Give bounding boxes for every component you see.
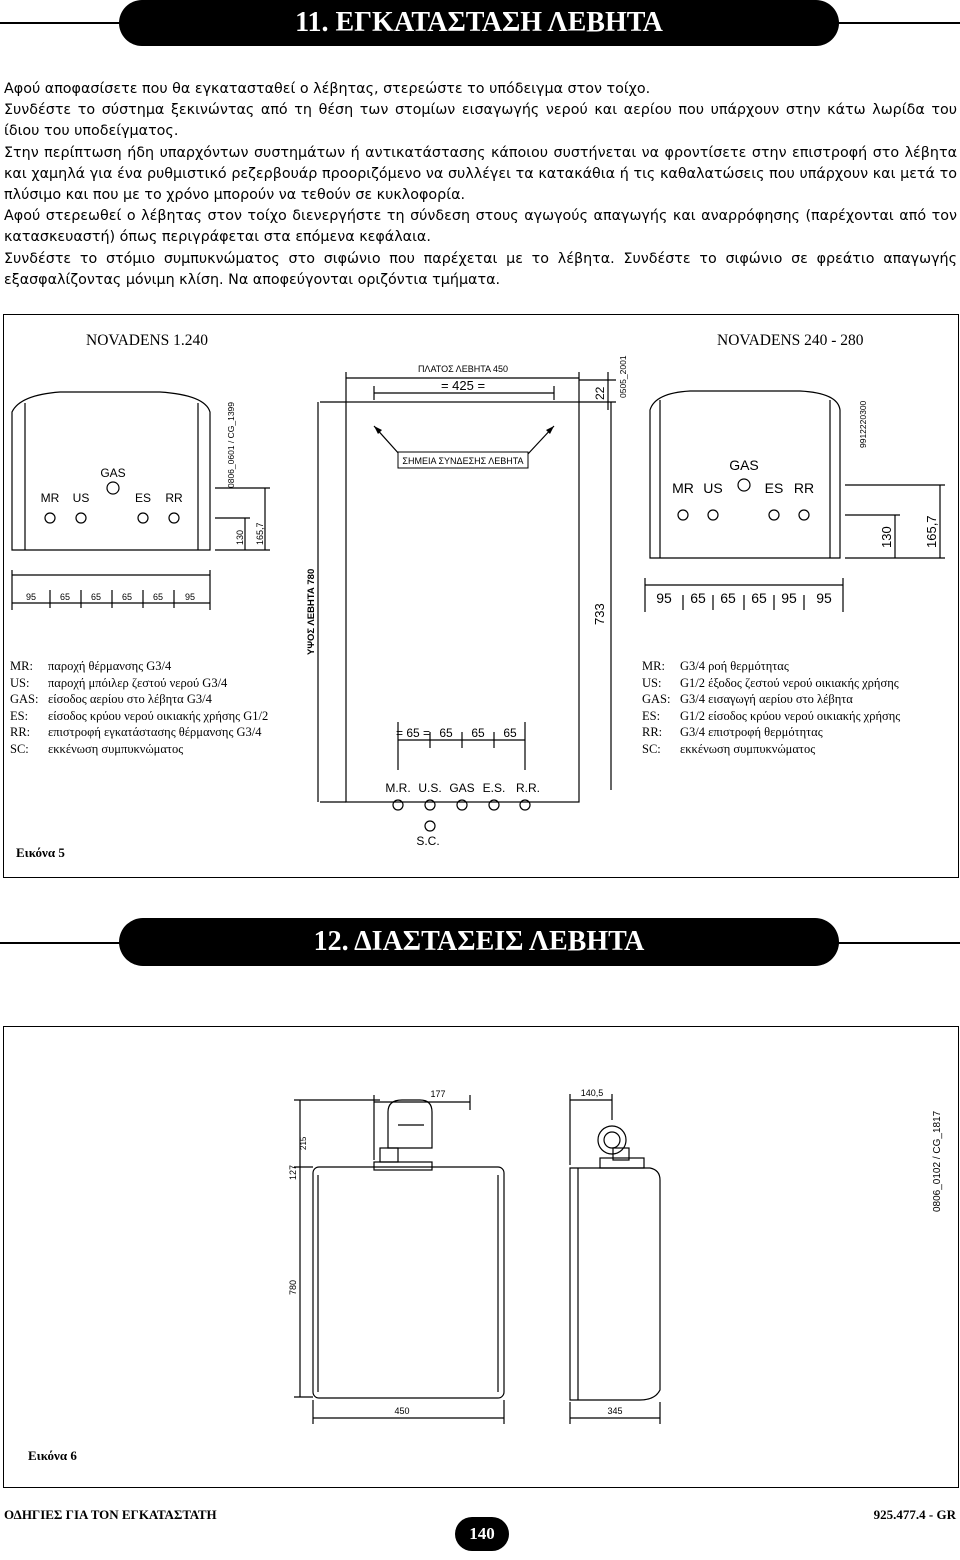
gas-label: GAS bbox=[729, 457, 759, 473]
legend-row: ES: είσοδος κρύου νερού οικιακής χρήσης G1/2 bbox=[10, 708, 269, 723]
footer-right: 925.477.4 - GR bbox=[873, 1507, 956, 1522]
width-dim: = 425 = bbox=[440, 378, 486, 393]
conn-label: M.R. bbox=[385, 781, 411, 795]
paragraph: Συνδέστε το σύστημα ξεκινώντας από τη θέση των στομίων εισαγωγής νερού και αερίου που υπάρχουν στην κάτω λωρίδα του ίδιου του υποδείγματος. bbox=[4, 102, 957, 140]
dim-label: 345 bbox=[607, 1406, 623, 1416]
paragraph: Συνδέστε το στόμιο συμπυκνώματος στο σιφώνιο που παρέχεται με το λέβητα. Συνδέστε το σιφώνιο σε φρεάτιο απαγωγής εξασφαλίζοντας μόνιμη κλίση. Να αποφεύγονται οριζόντια τμήματα. bbox=[4, 250, 957, 288]
legend-row: GAS: G3/4 εισαγωγή αερίου στο λέβητα bbox=[642, 692, 853, 706]
legend-row: US: παροχή μπόιλερ ζεστού νερού G3/4 bbox=[10, 675, 228, 690]
dim-label: 95 bbox=[25, 592, 37, 602]
conn-label: ES bbox=[764, 480, 784, 496]
dim-label: 95 bbox=[656, 590, 672, 606]
dim-label: 165,7 bbox=[924, 515, 939, 548]
legend-row: MR: G3/4 ροή θερμότητας bbox=[642, 659, 789, 673]
dim-label: 215 bbox=[299, 1136, 308, 1150]
drawing-code: 0806_0102 / CG_1817 bbox=[932, 1110, 943, 1212]
drawing-code: 0505_2001 bbox=[618, 355, 628, 398]
dim-label: 165,7 bbox=[255, 522, 265, 545]
dim-label: 780 bbox=[288, 1279, 298, 1295]
conn-label: RR bbox=[793, 480, 815, 496]
dim-label: 65 bbox=[751, 590, 767, 606]
dim-label: 140,5 bbox=[580, 1088, 604, 1098]
legend-row: GAS: είσοδος αερίου στο λέβητα G3/4 bbox=[10, 692, 212, 706]
legend-row: RR: G3/4 επιστροφή θερμότητας bbox=[642, 725, 823, 739]
figure-caption: Εικόνα 6 bbox=[28, 1448, 77, 1463]
sc-label: S.C. bbox=[416, 834, 440, 848]
height-label: ΥΨΟΣ ΛΕΒΗΤΑ 780 bbox=[306, 568, 317, 655]
width-label: ΠΛΑΤΟΣ ΛΕΒΗΤΑ 450 bbox=[417, 364, 509, 374]
page-number: 140 bbox=[455, 1517, 509, 1551]
footer-left: ΟΔΗΓΙΕΣ ΓΙΑ ΤΟΝ ΕΓΚΑΤΑΣΤΑΤΗ bbox=[4, 1507, 217, 1522]
spacing-label: = 65 = bbox=[395, 726, 431, 740]
legend-row: MR: παροχή θέρμανσης G3/4 bbox=[10, 659, 172, 673]
points-label: ΣΗΜΕΙΑ ΣΥΝΔΕΣΗΣ ΛΕΒΗΤΑ bbox=[402, 456, 524, 466]
dim-label: 95 bbox=[184, 592, 196, 602]
figure-caption: Εικόνα 5 bbox=[16, 845, 65, 860]
conn-label: U.S. bbox=[418, 781, 442, 795]
spacing-label: 65 bbox=[503, 726, 517, 740]
conn-label: MR bbox=[40, 491, 60, 505]
drawing-code: 9912220300 bbox=[858, 400, 868, 448]
section-title: 12. ΔΙΑΣΤΑΣΕΙΣ ΛΕΒΗΤΑ bbox=[119, 918, 839, 966]
legend-row: US: G1/2 έξοδος ζεστού νερού οικιακής χρήσης bbox=[642, 675, 899, 690]
paragraph: Στην περίπτωση ήδη υπαρχόντων συστημάτων ή αντικατάστασης κάποιου συστήνεται να φροντίσετε στην επιστροφή στο λέβητα και χαμηλά για ένα ρυθμιστικό ρεζερβουάρ προοριζόμενο να συλλέγει τα κατακάθια ή τις καθαλατώσεις που υπάρχουν και μετά το πλύσιμο και που με το χρόνο μπορούν να τεθούν σε κυκλοφορία. bbox=[4, 144, 957, 204]
dim-label: 65 bbox=[152, 592, 164, 602]
dim-label: 65 bbox=[59, 592, 71, 602]
conn-label: E.S. bbox=[482, 781, 506, 795]
legend-row: SC: εκκένωση συμπυκνώματος bbox=[642, 741, 816, 756]
paragraph: Αφού στερεωθεί ο λέβητας στον τοίχο διενεργήστε τη σύνδεση στους αγωγούς απαγωγής και αναρρόφησης (παρέχονται από τον κατασκευαστή) όπως περιγράφεται στα επόμενα κεφάλαια. bbox=[4, 208, 957, 246]
dim-label: 65 bbox=[90, 592, 102, 602]
dim-label: 450 bbox=[394, 1406, 410, 1416]
dim-label: 177 bbox=[430, 1089, 446, 1099]
conn-label: R.R. bbox=[516, 781, 540, 795]
dim-label: 65 bbox=[121, 592, 133, 602]
section-title: 11. ΕΓΚΑΤΑΣΤΑΣΗ ΛΕΒΗΤΑ bbox=[119, 0, 839, 46]
dim-label: 65 bbox=[690, 590, 706, 606]
paragraph: Αφού αποφασίσετε που θα εγκατασταθεί ο λέβητας, στερεώστε το υπόδειγμα στον τοίχο. bbox=[4, 81, 651, 97]
dim-label: 130 bbox=[235, 529, 245, 545]
dim-label: 95 bbox=[781, 590, 797, 606]
dim-label: 127 bbox=[288, 1164, 298, 1180]
conn-label: RR bbox=[165, 491, 183, 505]
top-dim: 22 bbox=[593, 386, 607, 400]
model-title-right: NOVADENS 240 - 280 bbox=[717, 332, 864, 349]
conn-label: ES bbox=[134, 491, 152, 505]
drawing-code: 0806_0601 / CG_1399 bbox=[226, 401, 236, 488]
spacing-label: 65 bbox=[471, 726, 485, 740]
legend-row: RR: επιστροφή εγκατάστασης θέρμανσης G3/4 bbox=[10, 725, 262, 739]
dim-label: 95 bbox=[816, 590, 832, 606]
gas-label: GAS bbox=[100, 466, 126, 480]
inner-height: 733 bbox=[592, 603, 607, 625]
conn-label: US bbox=[703, 480, 723, 496]
legend-row: ES: G1/2 είσοδος κρύου νερού οικιακής χρήσης bbox=[642, 708, 901, 723]
conn-label: MR bbox=[672, 480, 694, 496]
spacing-label: 65 bbox=[439, 726, 453, 740]
legend-row: SC: εκκένωση συμπυκνώματος bbox=[10, 741, 184, 756]
dim-label: 130 bbox=[879, 526, 894, 548]
conn-label: US bbox=[72, 491, 90, 505]
model-title-left: NOVADENS 1.240 bbox=[86, 332, 209, 349]
dim-label: 65 bbox=[720, 590, 736, 606]
conn-label: GAS bbox=[449, 781, 475, 795]
